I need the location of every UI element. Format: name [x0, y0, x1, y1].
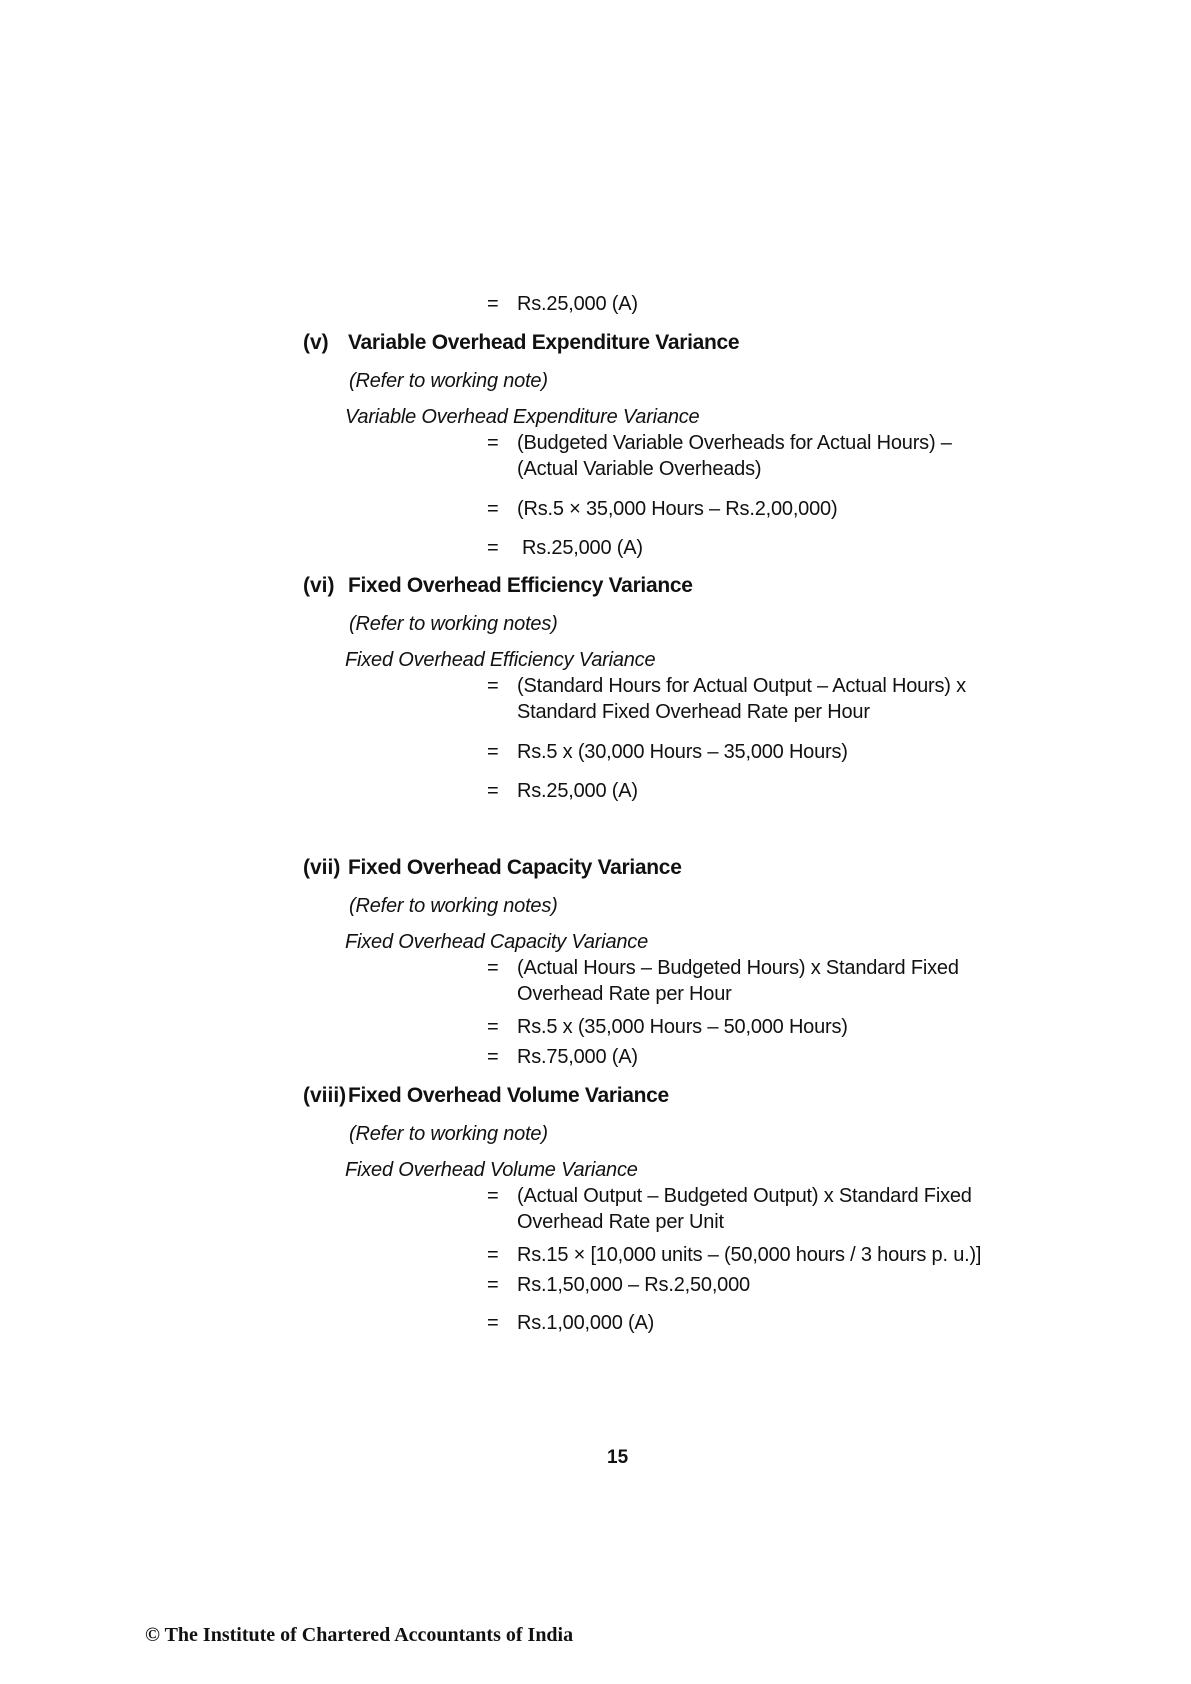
- equals-sign: =: [487, 1185, 499, 1207]
- formula-label: Fixed Overhead Volume Variance: [345, 1159, 638, 1181]
- equals-sign: =: [487, 1312, 499, 1334]
- equals-sign: =: [487, 1244, 499, 1266]
- formula-label: Variable Overhead Expenditure Variance: [345, 406, 700, 428]
- equals-sign: =: [487, 293, 499, 315]
- equals-sign: =: [487, 675, 499, 697]
- refer-note: (Refer to working note): [349, 1123, 548, 1145]
- section-number: (viii): [303, 1084, 347, 1107]
- calculation-line: (Rs.5 × 35,000 Hours – Rs.2,00,000): [517, 498, 838, 520]
- section-heading: Fixed Overhead Efficiency Variance: [348, 574, 693, 597]
- equals-sign: =: [487, 957, 499, 979]
- calculation-line: Rs.1,50,000 – Rs.2,50,000: [517, 1274, 750, 1296]
- equals-sign: =: [487, 1046, 499, 1068]
- formula-line: (Actual Hours – Budgeted Hours) x Standard Fixed: [517, 957, 959, 979]
- formula-line-continued: Overhead Rate per Unit: [517, 1211, 724, 1233]
- calculation-line: Rs.15 × [10,000 units – (50,000 hours / 3 hours p. u.)]: [517, 1244, 982, 1266]
- copyright-footer: © The Institute of Chartered Accountants of India: [145, 1624, 574, 1646]
- equals-sign: =: [487, 741, 499, 763]
- formula-line: (Budgeted Variable Overheads for Actual Hours) –: [517, 432, 952, 454]
- section-heading: Fixed Overhead Capacity Variance: [348, 856, 682, 879]
- calculation-line: Rs.5 x (35,000 Hours – 50,000 Hours): [517, 1016, 848, 1038]
- section-number: (v): [303, 331, 329, 354]
- result-value: Rs.25,000 (A): [517, 780, 638, 802]
- calculation-line: Rs.5 x (30,000 Hours – 35,000 Hours): [517, 741, 848, 763]
- refer-note: (Refer to working notes): [349, 895, 558, 917]
- equals-sign: =: [487, 498, 499, 520]
- result-value: Rs.75,000 (A): [517, 1046, 638, 1068]
- formula-line: (Actual Output – Budgeted Output) x Standard Fixed: [517, 1185, 972, 1207]
- formula-line: (Standard Hours for Actual Output – Actual Hours) x: [517, 675, 966, 697]
- formula-label: Fixed Overhead Efficiency Variance: [345, 649, 656, 671]
- equals-sign: =: [487, 1274, 499, 1296]
- formula-line-continued: (Actual Variable Overheads): [517, 458, 762, 480]
- equals-sign: =: [487, 1016, 499, 1038]
- refer-note: (Refer to working notes): [349, 613, 558, 635]
- formula-label: Fixed Overhead Capacity Variance: [345, 931, 649, 953]
- section-number: (vii): [303, 856, 341, 879]
- result-value: Rs.1,00,000 (A): [517, 1312, 655, 1334]
- section-heading: Fixed Overhead Volume Variance: [348, 1084, 669, 1107]
- section-number: (vi): [303, 574, 335, 597]
- result-value: Rs.25,000 (A): [517, 293, 638, 315]
- formula-line-continued: Standard Fixed Overhead Rate per Hour: [517, 701, 870, 723]
- equals-sign: =: [487, 780, 499, 802]
- section-heading: Variable Overhead Expenditure Variance: [348, 331, 740, 354]
- equals-sign: =: [487, 432, 499, 454]
- result-value: Rs.25,000 (A): [522, 537, 643, 559]
- page-number: 15: [607, 1447, 629, 1468]
- formula-line-continued: Overhead Rate per Hour: [517, 983, 732, 1005]
- refer-note: (Refer to working note): [349, 370, 548, 392]
- equals-sign: =: [487, 537, 499, 559]
